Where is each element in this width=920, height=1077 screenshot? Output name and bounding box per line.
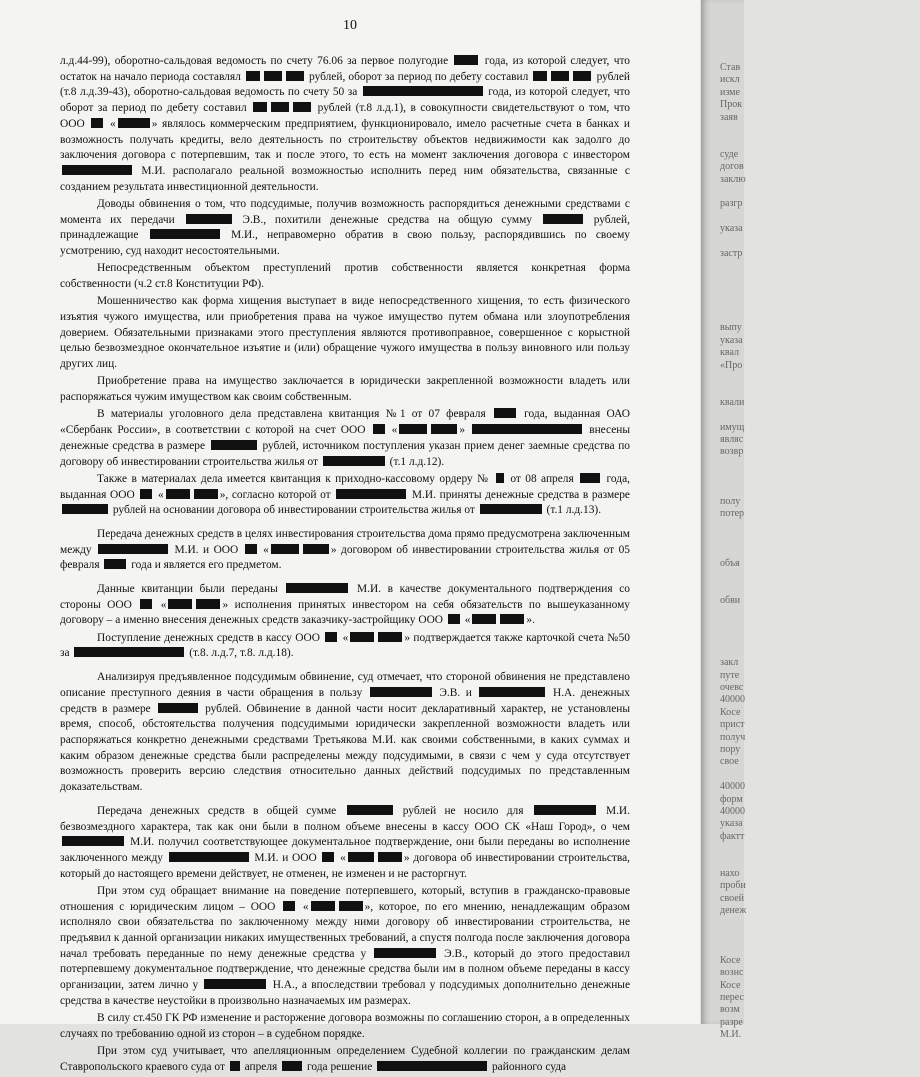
next-page-edge (701, 0, 747, 1041)
redaction-bar (378, 632, 402, 642)
redaction-bar (271, 102, 289, 112)
redaction-bar (283, 901, 295, 911)
redaction-bar (98, 544, 168, 554)
text-run: Поступление денежных средств в кассу ООО (97, 631, 324, 644)
text-run: « (297, 900, 309, 913)
redaction-bar (580, 473, 600, 483)
redaction-bar (264, 71, 282, 81)
text-run: (т.1 л.д.13). (543, 504, 602, 517)
redaction-bar (454, 55, 478, 65)
redaction-bar (543, 214, 583, 224)
text-run: Мошенничество как форма хищения выступает в виде непосредственного хищения, то есть физического изъятия чужого имущества, или приобретения права на чужое имущество путем обмана или злоупотребления доверием. Обязательными признаками этого преступления являются противоправное, совершенное с корыстной целью безвозмездное окончательное изъятие и (или) обращение чужого имущества в пользу виновного или пользу других лиц. (60, 295, 630, 371)
redaction-bar (194, 489, 218, 499)
next-page-line: разгр (720, 198, 743, 210)
text-run: М.И. получил соответствующее документальное подтверждение, они были переданы во исполнение заключенного между (60, 836, 630, 864)
next-page-line: Прок (720, 99, 743, 111)
text-run: года, из которой следует, что остаток на начало периода составлял (60, 55, 630, 83)
next-page-line: изме (720, 86, 740, 98)
next-page-line: очевс (720, 682, 744, 693)
redaction-bar (140, 599, 152, 609)
next-page-line: Став (720, 62, 741, 73)
redaction-bar (363, 86, 483, 96)
redaction-bar (370, 687, 432, 697)
redaction-bar (286, 583, 348, 593)
redaction-bar (158, 703, 198, 713)
paragraph (60, 54, 630, 195)
next-page-line: фактт (720, 830, 745, 842)
redaction-bar (62, 836, 124, 846)
next-page-line: являс (720, 434, 744, 445)
text-run: рублей, оборот за период по дебету составил (305, 70, 532, 83)
text-run: « (386, 424, 398, 437)
text-run: М.И. и ООО (250, 851, 321, 864)
text-run: М.И. располагало реальной возможностью исполнить перед ним обязательства, связанные с созданием результата инвестиционной деятельности. (60, 164, 630, 193)
text-run: М.И. и ООО (170, 543, 243, 556)
next-page-line: прист (720, 719, 745, 731)
next-page-line: 40000 (720, 781, 745, 793)
text-run: (т.8. л.д.7, т.8. л.д.18). (186, 647, 294, 660)
redaction-bar (168, 599, 192, 609)
next-page-line: Косе (720, 954, 741, 966)
paragraph (60, 670, 630, 796)
text-run: л.д.44-99), оборотно-сальдовая ведомость по счету 76.06 за первое полугодие (60, 55, 453, 67)
redaction-bar (573, 71, 591, 81)
text-run: » (459, 424, 471, 437)
next-page-line: Косе (720, 979, 741, 991)
paragraph (60, 294, 630, 373)
redaction-bar (500, 614, 524, 624)
redaction-bar (377, 1061, 487, 1071)
next-page-line: квал (720, 347, 739, 359)
text-run: « (154, 598, 167, 611)
text-run: Также в материалах дела имеется квитанция к приходно-кассовому ордеру № (97, 472, 494, 485)
redaction-bar (166, 489, 190, 499)
redaction-bar (150, 229, 220, 239)
redaction-bar (472, 424, 582, 434)
redaction-bar (169, 852, 249, 862)
redaction-bar (311, 901, 335, 911)
next-page-line: заклю (720, 173, 746, 185)
redaction-bar (104, 559, 126, 569)
text-run: При этом суд учитывает, что апелляционным определением Судебной коллегии по гражданским делам Ставропольского краевого суда от (60, 1045, 630, 1073)
next-page-line: указа (720, 334, 743, 346)
next-page-line: Косе (720, 706, 741, 718)
text-run: года, выданная ООО (60, 472, 630, 501)
next-page-line: обви (720, 595, 741, 607)
text-run: « (258, 543, 269, 556)
next-page-line: суде (720, 148, 739, 160)
redaction-bar (378, 852, 402, 862)
redaction-bar (230, 1061, 240, 1071)
next-page-line: нахо (720, 868, 740, 879)
document-body (60, 54, 630, 1077)
text-run: рублей не носило для (394, 804, 532, 817)
text-run: года и является его предметом. (128, 559, 282, 572)
text-run: районного суда (489, 1060, 567, 1073)
next-page-line: перес (720, 992, 744, 1003)
text-run: внесены денежные средства в размере (60, 424, 631, 452)
text-run: М.И. безвозмездного характера, так как они были в полном объеме внесены в кассу ООО СК «Наш Город», о чем (60, 804, 631, 833)
redaction-bar (479, 687, 545, 697)
next-page-line: 40000 (720, 694, 745, 706)
next-page-line: своей (720, 892, 745, 904)
redaction-bar (373, 424, 385, 434)
redaction-bar (303, 544, 329, 554)
next-page-line: потер (720, 508, 745, 520)
next-page-line: квали (720, 396, 745, 408)
text-run: М.И. в качестве документального подтверждения со стороны ООО (60, 583, 630, 611)
redaction-bar (196, 599, 220, 609)
redaction-bar (494, 408, 516, 418)
next-page-line: указа (720, 223, 743, 235)
redaction-bar (91, 118, 103, 128)
text-run: года, из которой следует, что оборот за период по дебету составил (60, 86, 630, 115)
text-run: от 08 апреля (505, 472, 579, 485)
text-run: М.И. приняты денежные средства в размере (408, 488, 630, 501)
paragraph (60, 1044, 630, 1075)
next-page-line: «Про (720, 359, 743, 371)
paragraph (60, 631, 630, 662)
text-run: рублей на основании договора об инвестировании строительства жилья от (110, 504, 478, 517)
text-run: рублей, принадлежащие (60, 213, 630, 242)
text-run: » договором об инвестировании строительства жилья от 05 февраля (60, 543, 630, 572)
text-run: апреля (241, 1060, 281, 1073)
text-run: года решение (304, 1060, 376, 1073)
text-run: М.И., неправомерно обратив в свою пользу, распорядившись по своему усмотрению, суд находит несостоятельными. (60, 229, 630, 258)
text-run: Анализируя предъявленное подсудимым обвинение, суд отмечает, что стороной обвинения не представлено описание преступного деяния в части обращения в пользу (60, 671, 630, 699)
text-run: Доводы обвинения о том, что подсудимые, получив возможность распорядиться денежными средствами с момента их передачи (60, 197, 630, 226)
next-page-line: имущ (720, 421, 745, 433)
text-run: » договора об инвестировании строительства, который до настоящего времени действует, не отменен, не изменен и не расторгнут. (60, 851, 630, 880)
text-run: (т.1 л.д.12). (386, 455, 445, 468)
text-run: Н.А., а впоследствии требовал у подсудимых дополнительно денежные средства в качестве неустойки в произвольно назначаемых им размерах. (60, 979, 630, 1007)
next-page-line: искл (720, 74, 740, 86)
next-page-line: указа (720, 818, 743, 830)
paragraph (60, 527, 630, 574)
redaction-bar (271, 544, 299, 554)
next-page-line: возвр (720, 446, 744, 458)
redaction-bar (253, 102, 267, 112)
text-run: Непосредственным объектом преступлений против собственности является конкретная форма собственности (ч.2 ст.8 Конституции РФ). (60, 262, 630, 291)
redaction-bar (448, 614, 460, 624)
text-run: » подтверждается также карточкой счета №50 за (60, 631, 630, 660)
paragraph (60, 261, 630, 292)
paragraph (60, 197, 630, 260)
text-run: года, выданная ОАО «Сбербанк России», в соответствии с которой на счет ООО (60, 408, 630, 437)
text-run: » исполнения принятых инвестором на себя обязательств по вышеуказанному договору – а именно внесения денежных средств заказчику-застройщику ООО (60, 598, 630, 627)
text-run: Э.В. и (433, 686, 478, 699)
next-page-line: получ (720, 731, 746, 743)
redaction-bar (62, 165, 132, 175)
next-page-line: М.И. (720, 1029, 742, 1041)
redaction-bar (399, 424, 427, 434)
text-run: При этом суд обращает внимание на поведение потерпевшего, который, вступив в гражданско-правовые отношения с юридическим лицом – ООО (60, 884, 630, 913)
redaction-bar (118, 118, 150, 128)
next-page-line: денеж (720, 905, 747, 917)
next-page-line: закл (720, 657, 739, 669)
text-run: рублей. Обвинение в данной части носит декларативный характер, не установлены время, способ, обстоятельства получения подсудимыми юридически закрепленной возможности владеть или распоряжаться конкретно денежными средствами Третьякова М.И. как своими собственными, в каких суммах и каким образом денежные средства были распределены между подсудимыми, в связи с чем у суда отсутствует возможность проверить версию следствия относительно данных действий подсудимых по представленным доказательствам. (60, 702, 631, 794)
redaction-bar (204, 979, 266, 989)
next-page-line: вознс (720, 967, 744, 979)
redaction-bar (286, 71, 304, 81)
redaction-bar (74, 647, 184, 657)
paragraph (60, 884, 630, 1010)
redaction-bar (325, 632, 337, 642)
redaction-bar (480, 504, 542, 514)
redaction-bar (282, 1061, 302, 1071)
next-page-line: свое (720, 756, 739, 768)
text-run: Приобретение права на имущество заключается в юридически закрепленной возможности владеть или распоряжаться чужим имуществом как своим собственным. (60, 375, 630, 404)
redaction-bar (140, 489, 152, 499)
redaction-bar (347, 805, 393, 815)
next-page-line: полу (720, 496, 741, 507)
next-page-line: заяв (720, 111, 738, 123)
redaction-bar (245, 544, 257, 554)
redaction-bar (336, 489, 406, 499)
text-run: рублей, источником поступления указан прием денег заемные средства по договору об инвестировании строительства жилья от (60, 439, 630, 468)
text-run: В материалы уголовного дела представлена квитанция №1 от 07 февраля (97, 408, 492, 421)
next-page-line: разре (720, 1016, 743, 1028)
paragraph (60, 407, 630, 470)
text-run: Н.А. денежных средств в размере (60, 686, 631, 715)
redaction-bar (323, 456, 385, 466)
text-run: « (339, 631, 349, 644)
next-page-line: путе (720, 669, 740, 681)
paragraph (60, 582, 630, 629)
paragraph (60, 1011, 630, 1042)
text-run: Э.В., похитили денежные средства на общую сумму (233, 213, 541, 226)
text-run: « (154, 488, 164, 501)
next-page-line: пору (720, 744, 741, 755)
redaction-bar (339, 901, 363, 911)
text-run: Передача денежных средств в целях инвестирования строительства дома прямо предусмотрена заключенным между (60, 527, 630, 556)
paragraph (60, 472, 630, 519)
text-run: », которое, по его мнению, ненадлежащим образом исполняло свои обязательства по заключенному между ними договору об инвестировании строительства, не предъявил к данной организации никаких имущественных требований, а спустя полгода после заключения договора начал требовать переданные по нему денежные средства у (60, 900, 631, 960)
redaction-bar (551, 71, 569, 81)
text-run: рублей (т.8 л.д.1), в совокупности свидетельствуют о том, что ООО (60, 102, 630, 130)
page-number: 10 (343, 18, 357, 33)
paragraph (60, 804, 630, 883)
text-run: « (461, 614, 471, 627)
redaction-bar (533, 71, 547, 81)
redaction-bar (350, 632, 374, 642)
redaction-bar (472, 614, 496, 624)
next-page-line: возм (720, 1004, 740, 1016)
redaction-bar (496, 473, 504, 483)
redaction-bar (293, 102, 311, 112)
redaction-bar (374, 948, 436, 958)
redaction-bar (62, 504, 108, 514)
text-run: Э.В., который до этого предоставил потерпевшему документальное подтверждение, что денежные средства были им в полном объеме переданы в кассу организации, затем лично у (60, 947, 630, 992)
redaction-bar (431, 424, 457, 434)
text-run: Передача денежных средств в общей сумме (97, 804, 345, 817)
text-run: рублей (т.8 л.д.39-43), оборотно-сальдовая ведомость по счету 50 за (60, 70, 631, 99)
redaction-bar (211, 440, 257, 450)
redaction-bar (348, 852, 374, 862)
text-run: » являлось коммерческим предприятием, функционировало, имело расчетные счета в банках и возможность получать кредиты, вело деятельность по строительству объектов недвижимости как задолго до заключения договора с потерпевшим, так и после этого, то есть на момент заключения договора с инвестором (60, 117, 631, 162)
next-page-line: форм (720, 793, 743, 805)
next-page-line: выпу (720, 322, 742, 334)
redaction-bar (246, 71, 260, 81)
text-run: Данные квитанции были переданы (97, 583, 285, 596)
text-run: « (105, 117, 116, 130)
next-page-line: застр (720, 248, 743, 259)
redaction-bar (534, 805, 596, 815)
next-page-line: проби (720, 880, 746, 892)
paragraph (60, 374, 630, 405)
next-page-line: 40000 (720, 806, 745, 817)
next-page-line: объя (720, 558, 740, 569)
text-run: ». (526, 614, 535, 627)
redaction-bar (322, 852, 334, 862)
redaction-bar (186, 214, 232, 224)
text-run: В силу ст.450 ГК РФ изменение и расторжение договора возможны по соглашению сторон, а в определенных случаях по требованию одной из сторон – в судебном порядке. (60, 1012, 630, 1040)
next-page-line: догов (720, 161, 744, 173)
text-run: « (336, 851, 346, 864)
text-run: », согласно которой от (219, 488, 335, 501)
